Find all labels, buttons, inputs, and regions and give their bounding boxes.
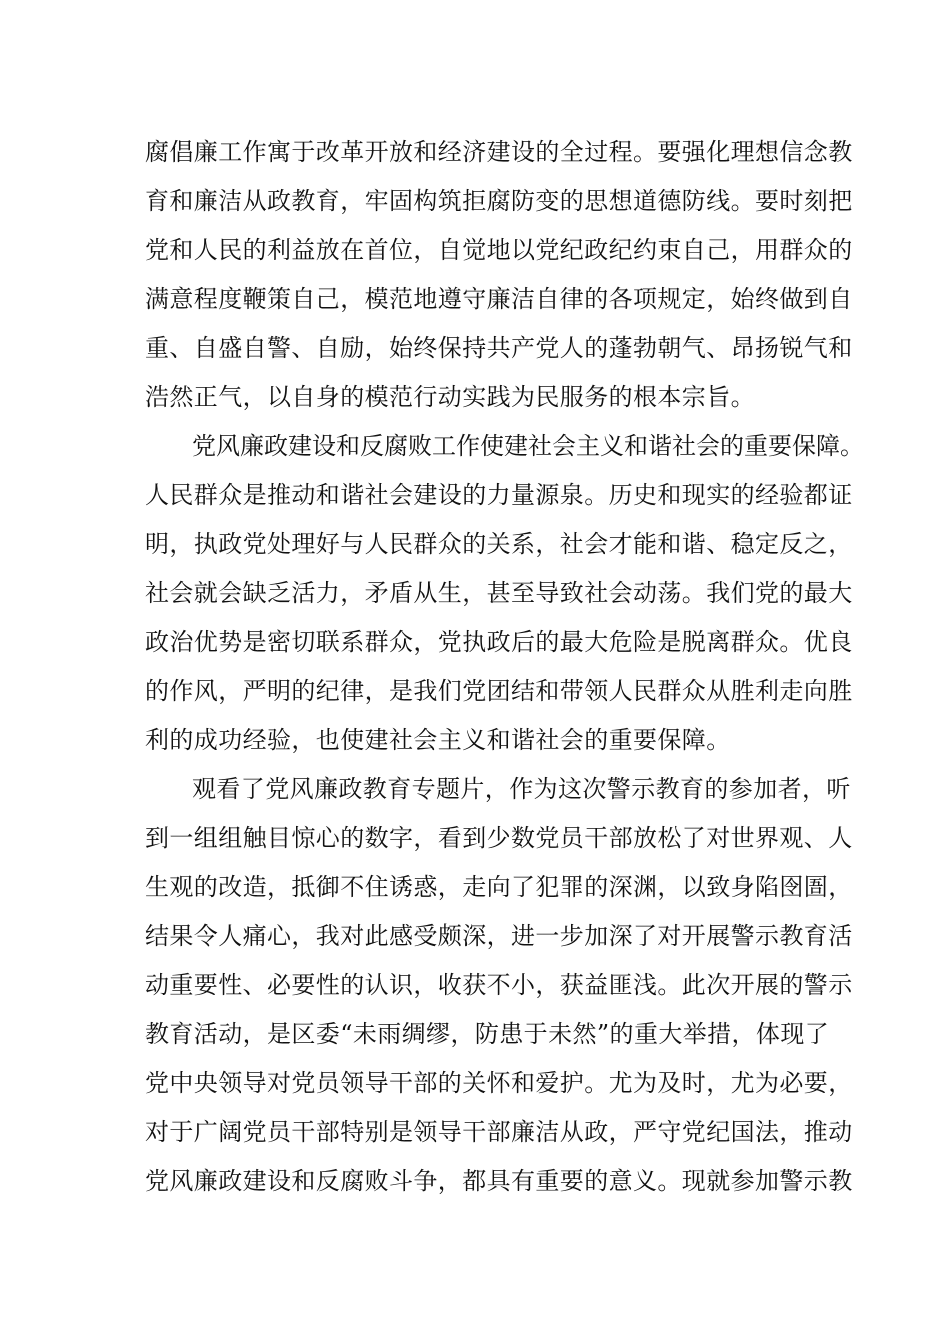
paragraph-3-line-8: 对于广阔党员干部特别是领导干部廉洁从政，严守党纪国法，推动 [145, 1118, 853, 1146]
paragraph-3-line-5: 动重要性、必要性的认识，收获不小，获益匪浅。此次开展的警示 [145, 971, 853, 999]
paragraph-1-line-3: 党和人民的利益放在首位，自觉地以党纪政纪约束自己，用群众的 [145, 236, 853, 264]
paragraph-2-line-1: 党风廉政建设和反腐败工作使建社会主义和谐社会的重要保障。 [192, 432, 864, 460]
paragraph-1-line-5: 重、自盛自警、自励，始终保持共产党人的蓬勃朝气、昂扬锐气和 [145, 334, 853, 362]
paragraph-3-line-4: 结果令人痛心，我对此感受颇深，进一步加深了对开展警示教育活 [145, 922, 853, 950]
paragraph-3-line-6: 教育活动，是区委“未雨绸缪，防患于未然”的重大举措，体现了 [145, 1020, 830, 1048]
paragraph-1-line-2: 育和廉洁从政教育，牢固构筑拒腐防变的思想道德防线。要时刻把 [145, 187, 853, 215]
paragraph-2-line-5: 政治优势是密切联系群众，党执政后的最大危险是脱离群众。优良 [145, 628, 853, 656]
document-body [145, 128, 864, 1206]
paragraph-2-line-6: 的作风，严明的纪律，是我们党团结和带领人民群众从胜利走向胜 [145, 677, 853, 705]
paragraph-2-line-7: 利的成功经验，也使建社会主义和谐社会的重要保障。 [145, 726, 731, 754]
paragraph-2-line-4: 社会就会缺乏活力，矛盾从生，甚至导致社会动荡。我们党的最大 [145, 579, 853, 607]
paragraph-1-line-1: 腐倡廉工作寓于改革开放和经济建设的全过程。要强化理想信念教 [145, 138, 853, 166]
paragraph-1-line-6: 浩然正气，以自身的模范行动实践为民服务的根本宗旨。 [145, 383, 755, 411]
paragraph-2-line-3: 明，执政党处理好与人民群众的关系，社会才能和谐、稳定反之， [145, 530, 853, 558]
paragraph-3-line-3: 生观的改造，抵御不住诱惑，走向了犯罪的深渊，以致身陷囹圄， [145, 873, 853, 901]
paragraph-3-line-2: 到一组组触目惊心的数字，看到少数党员干部放松了对世界观、人 [145, 824, 853, 852]
paragraph-3-line-9: 党风廉政建设和反腐败斗争，都具有重要的意义。现就参加警示教 [145, 1167, 853, 1195]
paragraph-3-line-7: 党中央领导对党员领导干部的关怀和爱护。尤为及时，尤为必要， [145, 1069, 853, 1097]
paragraph-3-line-1: 观看了党风廉政教育专题片，作为这次警示教育的参加者，听 [192, 775, 851, 803]
paragraph-1-line-4: 满意程度鞭策自己，模范地遵守廉洁自律的各项规定，始终做到自 [145, 285, 853, 313]
paragraph-2-line-2: 人民群众是推动和谐社会建设的力量源泉。历史和现实的经验都证 [145, 481, 853, 509]
